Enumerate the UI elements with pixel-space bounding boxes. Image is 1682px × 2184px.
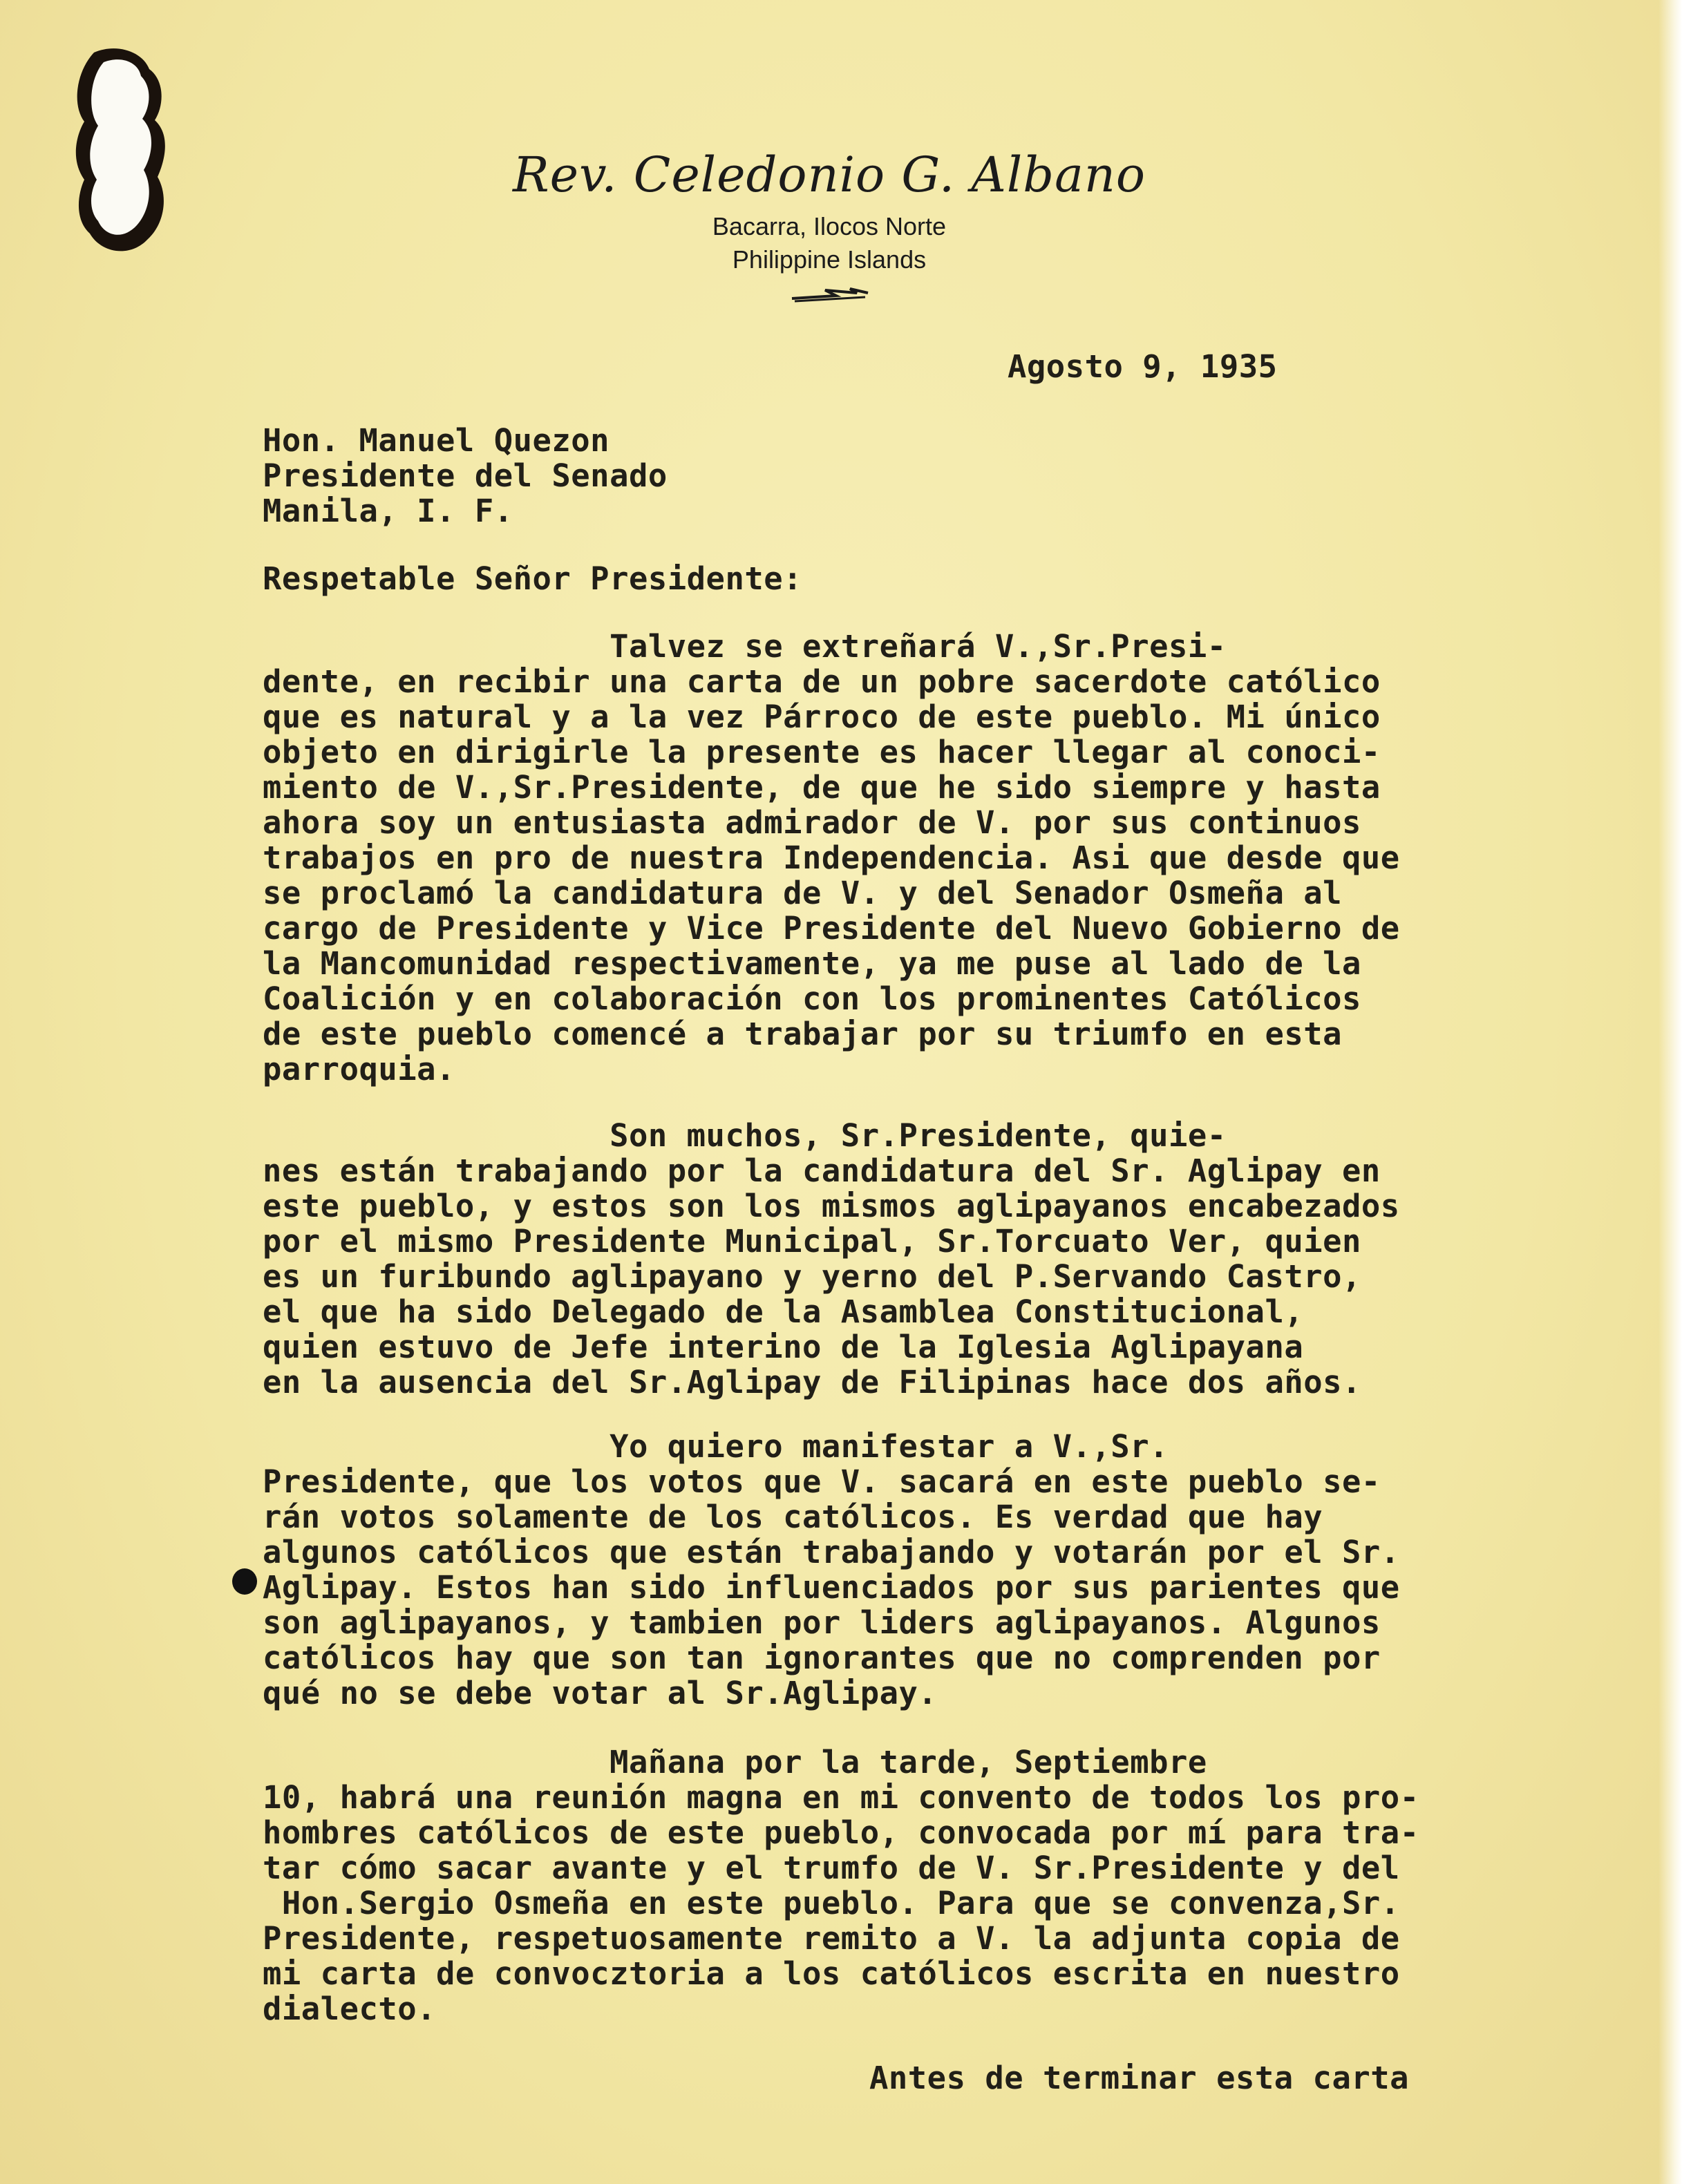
address-line: Presidente del Senado — [263, 457, 668, 494]
body-paragraph-1: Talvez se extreñará V.,Sr.Presi- dente, en recibir una carta de un pobre sacerdote católico que es natural y a la vez Párroco de este pueblo. Mi único objeto en dirigirle la presente es hacer llegar al conoci- miento de V.,Sr.Presidente, de que he sido siempre y hasta ahora soy un entusiasta admirador de V. por sus continuos trabajos en pro de nuestra Independencia. Asi que desde que se proclamó la candidatura de V. y del Senador Osmeña al cargo de Presidente y Vice Presidente del Nuevo Gobierno de la Mancomunidad respectivamente, ya me puse al lado de la Coalición y en colaboración con los prominentes Católicos de este pueblo comencé a trabajar por su triumfo en esta parroquia. — [263, 628, 1400, 1088]
letterhead-location-line2: Philippine Islands — [732, 245, 927, 274]
letterhead-location-line1: Bacarra, Ilocos Norte — [712, 212, 947, 240]
recipient-address — [263, 423, 668, 529]
address-line: Manila, I. F. — [263, 493, 513, 529]
address-line: Hon. Manuel Quezon — [263, 422, 610, 459]
ink-blot — [232, 1568, 257, 1595]
letterhead-flourish-icon — [788, 286, 871, 304]
burn-hole-mark — [61, 39, 192, 267]
body-paragraph-3: Yo quiero manifestar a V.,Sr. Presidente, que los votos que V. sacará en este pueblo se- rán votos solamente de los católicos. Es verdad que hay algunos católicos que están trabajando y votarán por el Sr. Aglipay. Estos han sido influenciados por sus parientes que son aglipayanos, y tambien por liders aglipayanos. Algunos católicos hay que son tan ignorantes que no comprenden por qué no se debe votar al Sr.Aglipay. — [263, 1428, 1400, 1711]
letter-date: Agosto 9, 1935 — [1008, 348, 1278, 385]
body-paragraph-4: Mañana por la tarde, Septiembre 10, habrá una reunión magna en mi convento de todos los pro- hombres católicos de este pueblo, convocada por mí para tra- tar cómo sacar avante y el trumfo de V. Sr.Presidente y del Hon.Sergio Osmeña en este pueblo. Para que se convenza,Sr. Presidente, respetuosamente remito a V. la adjunta copia de mi carta de convocztoria a los católicos escrita en nuestro dialecto. — [263, 1744, 1419, 2027]
body-paragraph-2: Son muchos, Sr.Presidente, quie- nes están trabajando por la candidatura del Sr. Aglipay en este pueblo, y estos son los mismos aglipayanos encabezados por el mismo Presidente Municipal, Sr.Torcuato Ver, quien es un furibundo aglipayano y yerno del P.Servando Castro, el que ha sido Delegado de la Asamblea Constitucional, quien estuvo de Jefe interino de la Iglesia Aglipayana en la ausencia del Sr.Aglipay de Filipinas hace dos años. — [263, 1117, 1400, 1400]
letterhead — [484, 145, 1175, 307]
letterhead-name: Rev. Celedonio G. Albano — [512, 146, 1146, 203]
closing-line: Antes de terminar esta carta — [869, 2060, 1410, 2096]
salutation: Respetable Señor Presidente: — [263, 560, 803, 597]
paper-edge — [1659, 0, 1682, 2184]
